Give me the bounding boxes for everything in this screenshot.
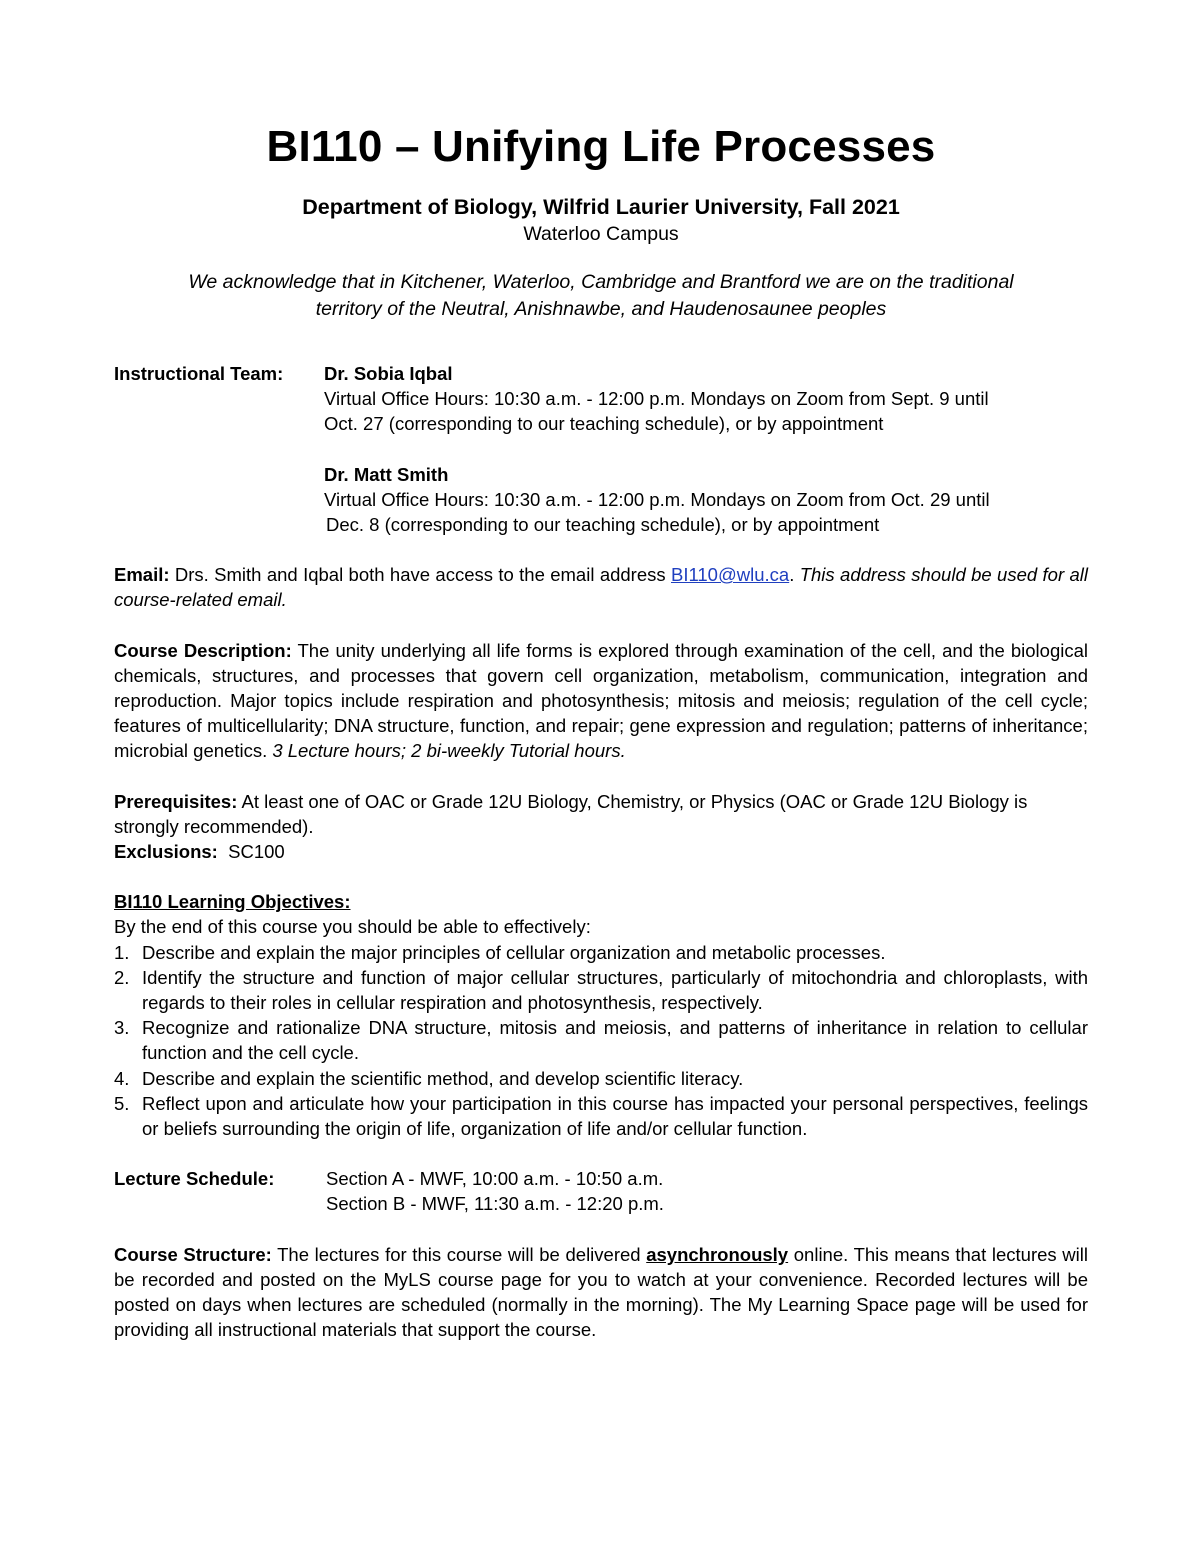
objective-number: 4. [114,1067,130,1089]
exclusions-paragraph [114,839,1088,864]
lecture-schedule [114,1166,1088,1216]
objective-text: Describe and explain the scientific method, and develop scientific literacy. [142,1067,744,1089]
course-structure-text: The lectures for this course will be delivered [271,1243,647,1265]
course-structure [114,1242,1088,1343]
instructor-name: Dr. Matt Smith [324,463,449,485]
email-paragraph [114,562,1088,612]
team-members [324,361,1088,537]
instructional-team [114,361,1088,537]
email-text-after: . [789,564,800,586]
learning-objectives-intro: By the end of this course you should be able to effectively: [114,916,591,938]
course-structure-text-after: online. This means that lectures will be recorded and posted on the MyLS course page for you to watch at your convenience. Recorded lectures will be posted on days when lectures are scheduled (normally in the morning). The My Learning Space page will be used for providing all instructional materials that support the course. [114,1243,1088,1341]
course-description-text: The unity underlying all life forms is explored through examination of the cell, and the biological chemicals, structures, and processes that govern cell organization, metabolism, communication, integration and reproduction. Major topics include respiration and photosynthesis; mitosis and meiosis; regulation of the cell cycle; features of multicellularity; DNA structure, function, and repair; gene expression and regulation; patterns of inheritance; microbial genetics. [114,639,1088,762]
instructor-name: Dr. Sobia Iqbal [324,363,453,384]
objective-number: 5. [114,1092,130,1114]
department-subtitle: Department of Biology, Wilfrid Laurier University, Fall 2021 [302,195,900,219]
instructor-smith [324,462,1088,538]
course-description [114,638,1088,764]
section-a-time: Section A - MWF, 10:00 a.m. - 10:50 a.m. [326,1168,664,1190]
exclusions-text: SC100 [217,841,285,863]
list-item [114,1015,1088,1065]
acknowledgement-line-1: We acknowledge that in Kitchener, Waterloo, Cambridge and Brantford we are on the traditional [188,271,1014,293]
list-item [114,965,1088,1015]
prerequisites-label: Prerequisites: [114,790,238,812]
office-hours-line: Dec. 8 (corresponding to our teaching schedule), or by appointment [326,514,880,536]
land-acknowledgement [114,269,1088,323]
instructor-iqbal [324,361,1088,437]
objective-number: 2. [114,966,130,988]
learning-objectives-heading: BI110 Learning Objectives: [114,891,351,913]
course-structure-label: Course Structure: [114,1243,272,1265]
list-item [114,940,1088,965]
list-item [114,1091,1088,1141]
asynchronous-emphasis: asynchronously [646,1243,789,1265]
office-hours-line: Virtual Office Hours: 10:30 a.m. - 12:00 p.m. Mondays on Zoom from Sept. 9 until [324,388,989,410]
section-b-time: Section B - MWF, 11:30 a.m. - 12:20 p.m. [326,1193,664,1215]
course-description-label: Course Description: [114,639,292,661]
acknowledgement-line-2: territory of the Neutral, Anishnawbe, and Haudenosaunee peoples [315,298,887,320]
lecture-schedule-label: Lecture Schedule: [114,1168,275,1190]
course-email-link[interactable]: BI110@wlu.ca [671,564,790,586]
office-hours-line: Virtual Office Hours: 10:30 a.m. - 12:00 p.m. Mondays on Zoom from Oct. 29 until [324,488,990,510]
email-note: This address should be used for all course-related email. [114,564,1088,611]
objective-number: 3. [114,1017,130,1039]
course-hours: 3 Lecture hours; 2 bi-weekly Tutorial hours. [272,740,626,762]
office-hours-line: Oct. 27 (corresponding to our teaching schedule), or by appointment [324,413,884,435]
objective-text: Describe and explain the major principles of cellular organization and metabolic processes. [142,941,886,963]
objective-text: Identify the structure and function of major cellular structures, particularly of mitochondria and chloroplasts, with regards to their roles in cellular respiration and photosynthesis, respectively. [142,966,1088,1014]
prerequisites-text: At least one of OAC or Grade 12U Biology, Chemistry, or Physics (OAC or Grade 12U Biology is strongly recommended). [114,790,1028,837]
email-text: Drs. Smith and Iqbal both have access to the email address [169,564,671,586]
objectives-list [114,940,1088,1142]
objective-text: Recognize and rationalize DNA structure, mitosis and meiosis, and patterns of inheritance in relation to cellular function and the cell cycle. [142,1017,1088,1064]
objective-text: Reflect upon and articulate how your participation in this course has impacted your personal perspectives, feelings or beliefs surrounding the origin of life, organization of life and/or cellular function. [142,1092,1088,1140]
objective-number: 1. [114,941,130,963]
email-label: Email: [114,564,170,586]
page-title: BI110 – Unifying Life Processes [266,122,936,171]
instructional-team-label: Instructional Team: [114,363,284,384]
lecture-sections [326,1166,664,1216]
exclusions-label: Exclusions: [114,841,218,863]
list-item [114,1066,1088,1091]
campus-label: Waterloo Campus [523,223,679,245]
prerequisites-paragraph [114,789,1088,839]
learning-objectives [114,889,1088,1141]
